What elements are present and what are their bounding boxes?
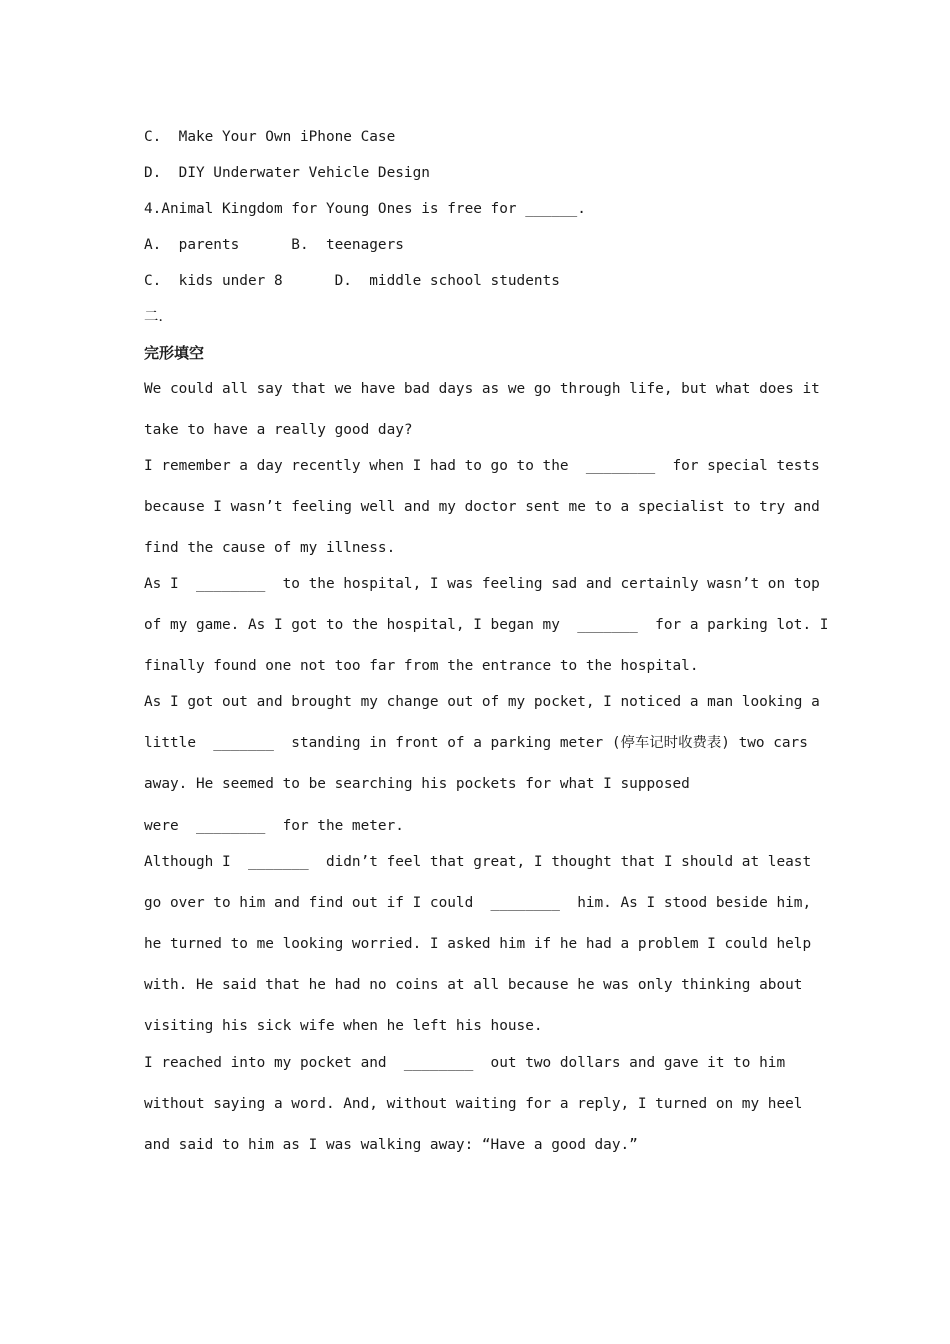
passage-line: and said to him as I was walking away: “Have a good day.”: [144, 1137, 638, 1153]
passage-line: take to have a really good day?: [144, 422, 413, 438]
passage-line: visiting his sick wife when he left his house.: [144, 1018, 543, 1034]
option-c: C. Make Your Own iPhone Case: [144, 129, 396, 145]
option-d: D. DIY Underwater Vehicle Design: [144, 165, 430, 181]
passage-line: I remember a day recently when I had to go to the ________ for special tests: [144, 458, 820, 474]
passage-line: I reached into my pocket and ________ out two dollars and gave it to him: [144, 1055, 786, 1071]
passage-line: away. He seemed to be searching his pockets for what I supposed: [144, 776, 690, 792]
passage-line: As I ________ to the hospital, I was feeling sad and certainly wasn’t on top: [144, 576, 820, 592]
passage-line: go over to him and find out if I could ________ him. As I stood beside him,: [144, 895, 812, 911]
passage-line: because I wasn’t feeling well and my doctor sent me to a specialist to try and: [144, 499, 820, 515]
section-number: 二.: [144, 309, 163, 325]
passage-line: find the cause of my illness.: [144, 540, 396, 556]
passage-line: little _______ standing in front of a parking meter (停车记时收费表) two cars: [144, 735, 808, 751]
passage-line: he turned to me looking worried. I asked him if he had a problem I could help: [144, 936, 812, 952]
question-4-options-row-1: A. parents B. teenagers: [144, 237, 404, 253]
passage-line: As I got out and brought my change out of my pocket, I noticed a man looking a: [144, 694, 820, 710]
question-4-stem: 4.Animal Kingdom for Young Ones is free for ______.: [144, 201, 586, 217]
passage-line: Although I _______ didn’t feel that great, I thought that I should at least: [144, 854, 812, 870]
passage-line: were ________ for the meter.: [144, 818, 404, 834]
passage-line: without saying a word. And, without waiting for a reply, I turned on my heel: [144, 1096, 803, 1112]
passage-line: of my game. As I got to the hospital, I began my _______ for a parking lot. I: [144, 617, 829, 633]
passage-line: We could all say that we have bad days as we go through life, but what does it: [144, 381, 820, 397]
passage-line: finally found one not too far from the entrance to the hospital.: [144, 658, 699, 674]
section-title: 完形填空: [144, 344, 205, 362]
passage-line: with. He said that he had no coins at all because he was only thinking about: [144, 977, 803, 993]
question-4-options-row-2: C. kids under 8 D. middle school students: [144, 273, 560, 289]
